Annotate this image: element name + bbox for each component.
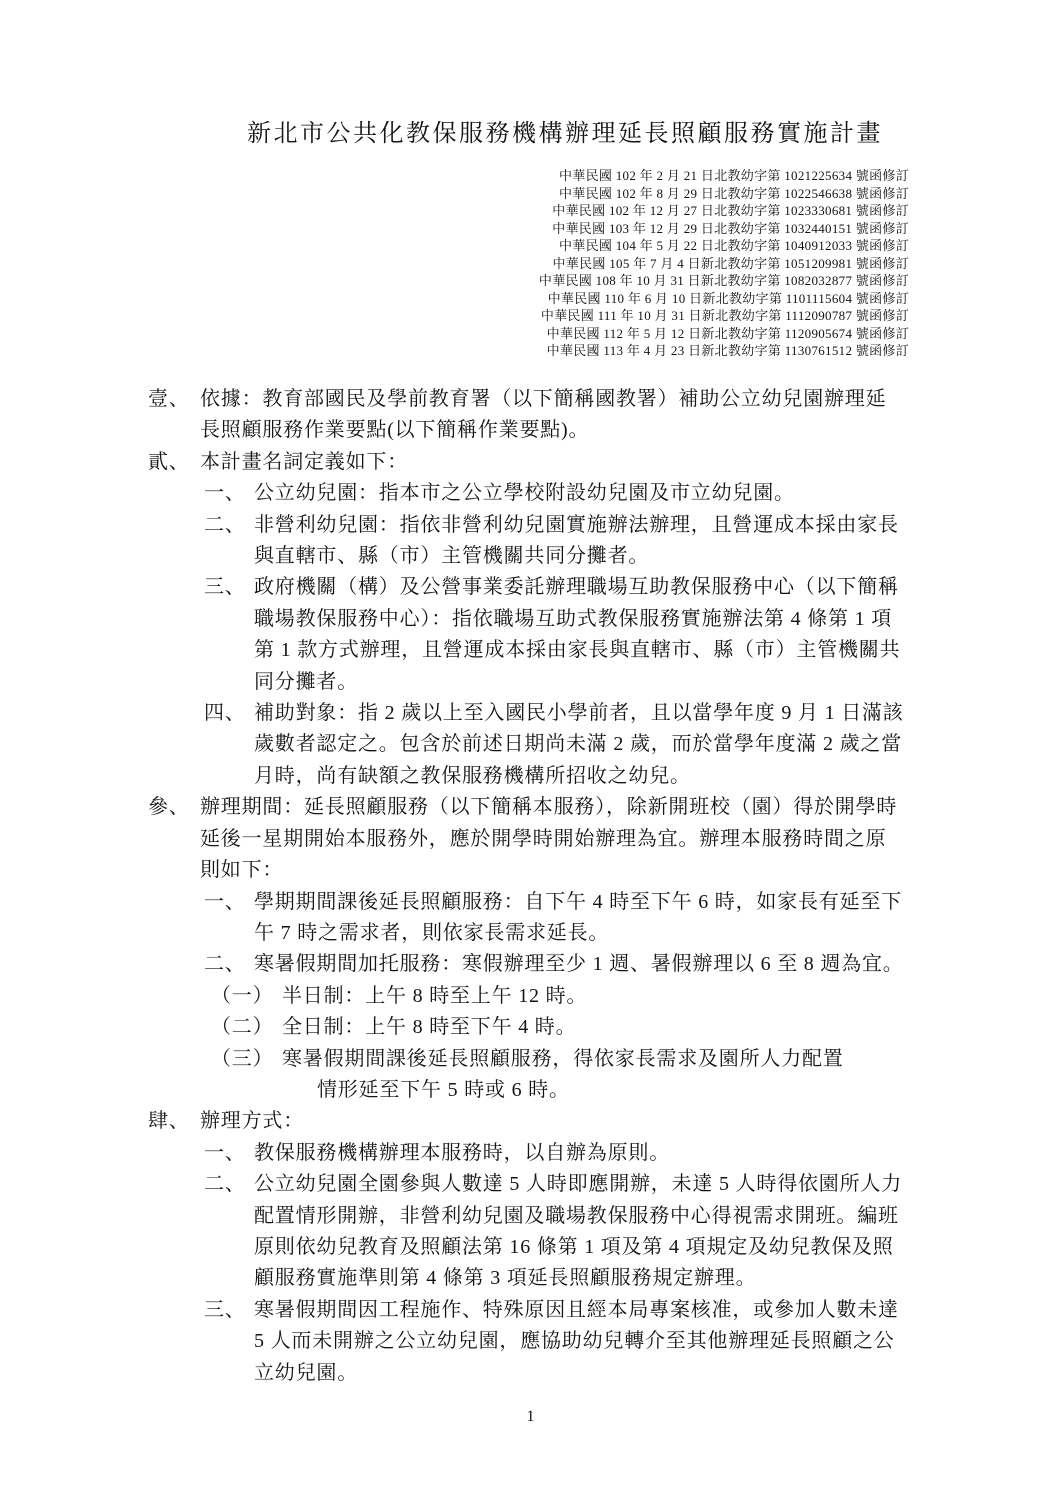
section-row — [0, 792, 1061, 886]
revision-line: 中華民國 105 年 7 月 4 日新北教幼字第 1051209981 號函修訂 — [552, 255, 909, 271]
section-row — [0, 510, 1061, 573]
section-line: 公立幼兒園全園參與人數達 5 人時即應開辦，未達 5 人時得依園所人力 — [254, 1173, 902, 1196]
section-line: 歲數者認定之。包含於前述日期尚未滿 2 歲，而於當學年度滿 2 歲之當 — [254, 733, 902, 756]
section-line: 教保服務機構辦理本服務時，以自辦為原則。 — [254, 1141, 670, 1164]
revision-line: 中華民國 102 年 8 月 29 日北教幼字第 1022546638 號函修訂 — [559, 185, 909, 201]
revision-line: 中華民國 104 年 5 月 22 日北教幼字第 1040912033 號函修訂 — [559, 238, 909, 253]
section-line: 與直轄市、縣（市）主管機關共同分攤者。 — [254, 545, 650, 568]
revision-line: 中華民國 113 年 4 月 23 日新北教幼字第 1130761512 號函修訂 — [546, 343, 909, 358]
section-label: 四、 — [204, 702, 246, 725]
section-line: 政府機關（構）及公營事業委託辦理職場互助教保服務中心（以下簡稱 — [254, 576, 899, 599]
section-row — [0, 1106, 1061, 1137]
revision-line: 中華民國 103 年 12 月 29 日北教幼字第 1032440151 號函修訂 — [552, 220, 909, 236]
section-label: 一、 — [204, 890, 246, 913]
section-line: 第 1 款方式辦理，且營運成本採由家長與直轄市、縣（市）主管機關共 — [254, 639, 901, 662]
revision-line: 中華民國 108 年 10 月 31 日新北教幼字第 1082032877 號函修訂 — [538, 273, 909, 288]
document-title: 新北市公共化教保服務機構辦理延長照顧服務實施計畫 — [247, 121, 883, 147]
section-label: 二、 — [204, 953, 246, 976]
revision-line: 中華民國 111 年 10 月 31 日新北教幼字第 1112090787 號函修訂 — [540, 308, 909, 323]
section-line: 則如下： — [200, 859, 284, 882]
section-line: 長照顧服務作業要點(以下簡稱作業要點)。 — [200, 419, 590, 442]
section-label: 貳、 — [148, 450, 190, 473]
section-line: 午 7 時之需求者，則依家長需求延長。 — [254, 921, 610, 944]
section-row — [0, 1044, 1061, 1107]
section-label: （一） — [211, 984, 274, 1007]
section-line: 5 人而未開辦之公立幼兒園，應協助幼兒轉介至其他辦理延長照顧之公 — [254, 1330, 895, 1353]
section-label: 參、 — [148, 796, 190, 819]
section-row — [0, 1012, 1061, 1043]
section-line: 寒暑假期間因工程施作、特殊原因且經本局專案核准，或參加人數未達 — [254, 1298, 899, 1321]
section-line: 原則依幼兒教育及照顧法第 16 條第 1 項及第 4 項規定及幼兒教保及照 — [254, 1235, 894, 1258]
document-body — [0, 384, 1061, 1389]
section-row — [0, 572, 1061, 698]
section-row — [0, 447, 1061, 478]
section-line: 情形延至下午 5 時或 6 時。 — [317, 1078, 570, 1101]
section-row — [0, 981, 1061, 1012]
section-line: 補助對象：指 2 歲以上至入國民小學前者，且以當學年度 9 月 1 日滿該 — [254, 702, 904, 725]
section-label: 肆、 — [148, 1110, 190, 1133]
section-line: 立幼兒園。 — [254, 1361, 358, 1384]
section-label: 三、 — [204, 1298, 246, 1321]
section-row — [0, 1169, 1061, 1295]
section-row — [0, 698, 1061, 792]
section-line: 非營利幼兒園：指依非營利幼兒園實施辦法辦理，且營運成本採由家長 — [254, 513, 899, 536]
section-line: 延後一星期開始本服務外，應於開學時開始辦理為宜。辦理本服務時間之原 — [200, 827, 887, 850]
section-line: 職場教保服務中心）：指依職場互助式教保服務實施辦法第 4 條第 1 項 — [254, 607, 892, 630]
section-label: 三、 — [204, 576, 246, 599]
section-line: 顧服務實施準則第 4 條第 3 項延長照顧服務規定辦理。 — [254, 1267, 757, 1290]
section-line: 學期期間課後延長照顧服務：自下午 4 時至下午 6 時，如家長有延至下 — [254, 890, 902, 913]
page-number: 1 — [526, 1408, 535, 1425]
section-line: 寒暑假期間課後延長照顧服務，得依家長需求及園所人力配置 — [282, 1047, 844, 1070]
section-row — [0, 887, 1061, 950]
section-row — [0, 1138, 1061, 1169]
section-line: 寒暑假期間加托服務：寒假辦理至少 1 週、暑假辦理以 6 至 8 週為宜。 — [254, 953, 904, 976]
revision-line: 中華民國 112 年 5 月 12 日新北教幼字第 1120905674 號函修訂 — [546, 325, 909, 341]
revision-history — [539, 167, 909, 360]
section-label: 壹、 — [148, 388, 190, 410]
revision-line: 中華民國 102 年 12 月 27 日北教幼字第 1023330681 號函修訂 — [552, 203, 909, 218]
section-line: 依據：教育部國民及學前教育署（以下簡稱國教署）補助公立幼兒園辦理延 — [200, 388, 887, 410]
section-row — [0, 384, 1061, 447]
section-label: 二、 — [204, 513, 246, 536]
section-label: 二、 — [204, 1173, 246, 1196]
section-line: 全日制：上午 8 時至下午 4 時。 — [282, 1016, 577, 1039]
section-line: 本計畫名詞定義如下： — [200, 450, 408, 473]
section-row — [0, 478, 1061, 509]
section-line: 配置情形開辦，非營利幼兒園及職場教保服務中心得視需求開班。編班 — [254, 1204, 899, 1227]
section-line: 辦理方式： — [200, 1110, 304, 1133]
section-line: 辦理期間：延長照顧服務（以下簡稱本服務），除新開班校（園）得於開學時 — [200, 796, 898, 819]
section-line: 半日制：上午 8 時至上午 12 時。 — [282, 984, 588, 1007]
section-row — [0, 1295, 1061, 1389]
section-line: 同分攤者。 — [254, 670, 358, 693]
section-label: （三） — [211, 1047, 274, 1070]
section-line: 公立幼兒園：指本市之公立學校附設幼兒園及市立幼兒園。 — [254, 482, 795, 505]
section-label: 一、 — [204, 482, 246, 505]
revision-line: 中華民國 102 年 2 月 21 日北教幼字第 1021225634 號函修訂 — [559, 168, 909, 183]
revision-line: 中華民國 110 年 6 月 10 日新北教幼字第 1101115604 號函修訂 — [547, 290, 909, 306]
section-label: 一、 — [204, 1141, 246, 1164]
section-row — [0, 949, 1061, 980]
section-line: 月時，尚有缺額之教保服務機構所招收之幼兒。 — [254, 764, 691, 787]
section-label: （二） — [211, 1016, 274, 1039]
